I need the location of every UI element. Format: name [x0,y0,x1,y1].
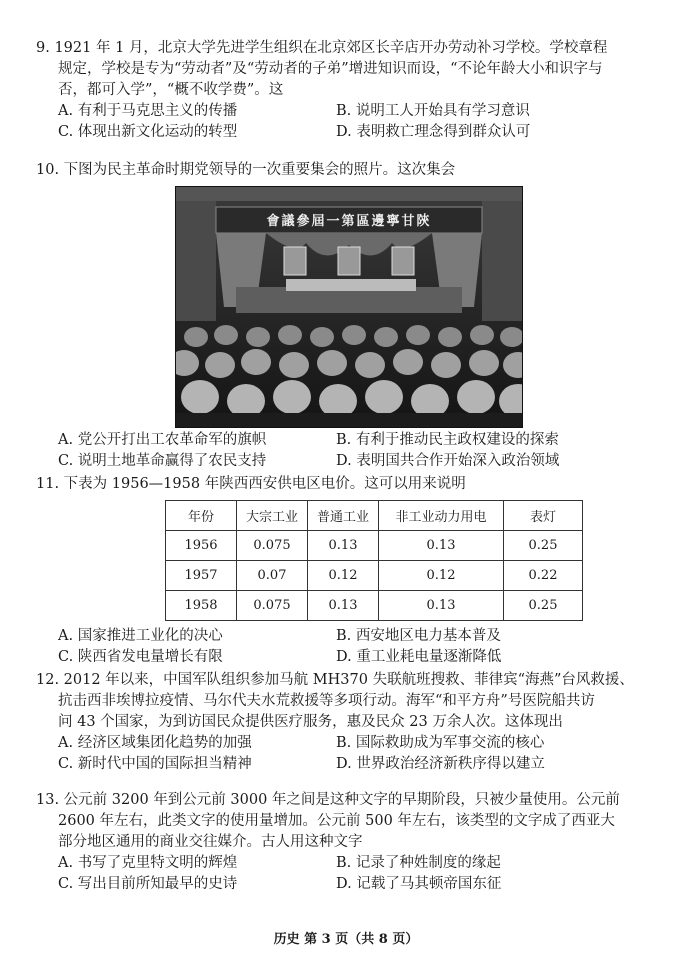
page-footer: 历史 第 3 页（共 8 页） [273,932,419,947]
table-row [166,591,583,621]
question-11-options [36,626,666,668]
question-11-options-row-1 [36,626,666,647]
question-12-stem-line-1: 12. 2012 年以来，中国军队组织参加马航 MH370 失联航班搜救、菲律宾“海燕”台风救援、 [36,672,634,688]
table-cell: 0.25 [504,591,583,621]
option-b: B. 国际救助成为军事交流的核心 [336,735,545,751]
question-11 [36,474,666,495]
option-a: A. 国家推进工业化的决心 [58,628,223,644]
table-header: 表灯 [504,501,583,531]
question-13-options-row-2 [36,874,666,895]
question-12-options-row-2 [36,754,666,775]
question-12-stem-line-2: 抗击西非埃博拉疫情、马尔代夫水荒救援等多项行动。海军“和平方舟”号医院船共访 [58,693,595,709]
historical-meeting-photo [175,186,523,428]
table-cell: 0.25 [504,531,583,561]
table-row [166,531,583,561]
table-cell: 0.13 [308,531,379,561]
option-b: B. 西安地区电力基本普及 [336,628,501,644]
table-cell: 0.075 [237,531,308,561]
table-cell: 0.12 [379,561,504,591]
table-header: 非工业动力用电 [379,501,504,531]
option-c: C. 写出目前所知最早的史诗 [58,876,238,892]
option-b: B. 有利于推动民主政权建设的探索 [336,432,559,448]
question-10-options-row-2 [36,451,666,472]
question-13-options-row-1 [36,853,666,874]
table-cell: 0.13 [308,591,379,621]
question-12-stem-line-3: 问 43 个国家，为到访国民众提供医疗服务，惠及民众 23 万余人次。这体现出 [58,714,563,730]
table-cell: 1957 [166,561,237,591]
table-cell: 0.13 [379,591,504,621]
table-header-row [166,501,583,531]
table-cell: 1958 [166,591,237,621]
table-cell: 0.12 [308,561,379,591]
option-c: C. 说明土地革命赢得了农民支持 [58,453,267,469]
option-c: C. 体现出新文化运动的转型 [58,124,238,140]
option-d: D. 表明救亡理念得到群众认可 [336,124,531,140]
question-9-options-row-2 [36,122,666,143]
photo-banner-text: 會議參屆一第區邊寧甘陝 [266,214,432,229]
question-13-stem-line-1: 13. 公元前 3200 年到公元前 3000 年之间是这种文字的早期阶段，只被少量使用。公元前 [36,792,620,808]
question-9-stem-line-2: 规定，学校是专为“劳动者”及“劳动者的子弟”增进知识而设，“不论年龄大小和识字与 [58,61,603,77]
table-header: 年份 [166,501,237,531]
option-a: A. 经济区域集团化趋势的加强 [58,735,252,751]
table-row [166,561,583,591]
option-d: D. 表明国共合作开始深入政治领域 [336,453,560,469]
question-9 [36,38,666,143]
question-13 [36,790,666,895]
photo-illustration [176,187,522,427]
question-9-options-row-1 [36,101,666,122]
table-cell: 0.07 [237,561,308,591]
table-cell: 0.22 [504,561,583,591]
question-10-options [36,430,666,472]
table-cell: 1956 [166,531,237,561]
question-12-options-row-1 [36,733,666,754]
question-10-options-row-1 [36,430,666,451]
table-header: 普通工业 [308,501,379,531]
option-b: B. 记录了种姓制度的缘起 [336,855,501,871]
option-a: A. 党公开打出工农革命军的旗帜 [58,432,267,448]
option-c: C. 陕西省发电量增长有限 [58,649,223,665]
option-a: A. 有利于马克思主义的传播 [58,103,238,119]
question-13-stem-line-3: 部分地区通用的商业交往媒介。古人用这种文字 [58,834,363,850]
question-13-stem-line-2: 2600 年左右，此类文字的使用量增加。公元前 500 年左右，该类型的文字成了西亚大 [58,813,615,829]
option-d: D. 重工业耗电量逐渐降低 [336,649,502,665]
table-cell: 0.13 [379,531,504,561]
question-11-options-row-2 [36,647,666,668]
table-header: 大宗工业 [237,501,308,531]
question-9-stem-line-1: 9. 1921 年 1 月，北京大学先进学生组织在北京郊区长辛店开办劳动补习学校。学校章程 [36,40,608,56]
question-10-stem: 10. 下图为民主革命时期党领导的一次重要集会的照片。这次集会 [36,162,456,178]
electricity-price-table [165,500,583,621]
option-b: B. 说明工人开始具有学习意识 [336,103,530,119]
option-d: D. 世界政治经济新秩序得以建立 [336,756,545,772]
option-d: D. 记载了马其顿帝国东征 [336,876,502,892]
option-a: A. 书写了克里特文明的辉煌 [58,855,238,871]
table-cell: 0.075 [237,591,308,621]
question-10 [36,160,666,181]
option-c: C. 新时代中国的国际担当精神 [58,756,252,772]
question-11-stem: 11. 下表为 1956—1958 年陕西西安供电区电价。这可以用来说明 [36,476,466,492]
question-12 [36,670,666,775]
question-9-stem-line-3: 否，都可入学”，“概不收学费”。这 [58,82,284,98]
